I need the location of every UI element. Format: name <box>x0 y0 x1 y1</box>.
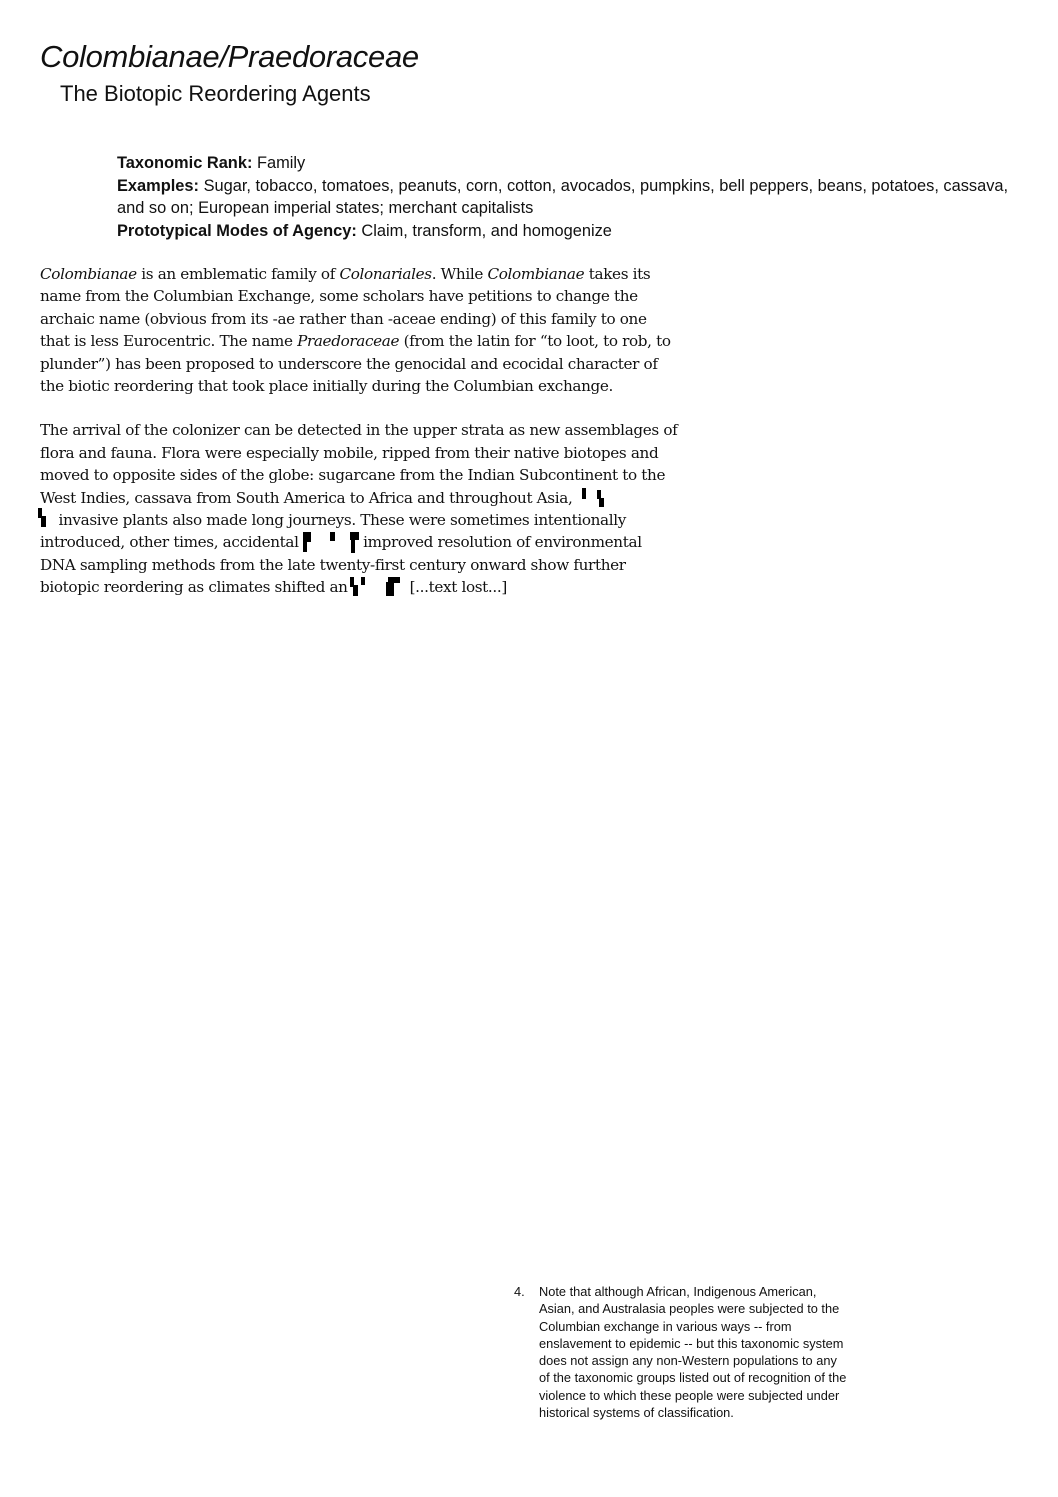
rank-label: Taxonomic Rank: <box>117 154 253 172</box>
agency-value: Claim, transform, and homogenize <box>361 221 612 240</box>
text-run: [...text lost...] <box>409 578 507 597</box>
text-run: improved resolution of environmental DNA sampling methods from the late twenty-first century onward show further biotopic reordering as climates shifted an <box>40 533 642 597</box>
agency-line <box>117 220 1022 243</box>
rank-line <box>117 152 1022 175</box>
examples-value: Sugar, tobacco, tomatoes, peanuts, corn, cotton, avocados, pumpkins, bell peppers, beans, potatoes, cassava, and so on; European imperial states; merchant capitalists <box>117 176 1009 217</box>
text-run: is an emblematic family of <box>141 265 335 283</box>
text-run: (from the latin for “to loot, to rob, to plunder”) has been proposed to underscore the genocidal and ecocidal character of the biotic reordering that took place initially during the Columbian exchange. <box>40 332 671 396</box>
redaction-glitch <box>577 488 605 506</box>
footnote-text: Note that although African, Indigenous American, Asian, and Australasia peoples were subjected to the Columbian exchange in various ways -- from enslavement to epidemic -- but this taxonomic system does not assign any non-Western populations to any of the taxonomic groups listed out of recognition of the violence to which these people were subjected under historical systems of classification. <box>539 1284 847 1421</box>
rank-value: Family <box>256 154 306 172</box>
page-subtitle: The Biotopic Reordering Agents <box>60 81 371 106</box>
taxonomy-metadata <box>117 152 1022 242</box>
taxon-name: Colonariales <box>339 265 432 283</box>
taxon-name: Colombianae <box>40 265 137 283</box>
footnote <box>514 1283 854 1421</box>
footnote-number: 4. <box>514 1284 525 1299</box>
text-run: takes its name from the Columbian Exchange, some scholars have petitions to change the archaic name (obvious from its -ae rather than -aceae ending) of this family to one that is less Eurocentric. The name <box>40 265 651 351</box>
redaction-glitch <box>348 577 410 595</box>
main-text <box>40 263 680 599</box>
redaction-glitch <box>303 532 363 550</box>
page-title: Colombianae/Praedoraceae <box>40 39 419 74</box>
agency-label: Prototypical Modes of Agency: <box>117 221 357 240</box>
text-run: invasive plants also made long journeys. These were sometimes intentionally introduced, other times, accidental <box>40 511 627 552</box>
examples-label: Examples: <box>117 176 199 195</box>
text-run: . While <box>431 265 483 283</box>
taxon-name: Praedoraceae <box>297 332 400 351</box>
redaction-glitch <box>38 510 54 528</box>
taxon-name: Colombianae <box>487 265 585 283</box>
examples-line <box>117 175 1022 220</box>
paragraph-1 <box>40 263 680 397</box>
text-run: The arrival of the colonizer can be detected in the upper strata as new assemblages of flora and fauna. Flora were especially mobile, ripped from their native biotopes and moved to opposite sides of the globe: sugarcane from the Indian Subcontinent to the West Indies, cassava from South America to Africa and throughout Asia, <box>40 421 678 507</box>
paragraph-2 <box>40 419 680 598</box>
